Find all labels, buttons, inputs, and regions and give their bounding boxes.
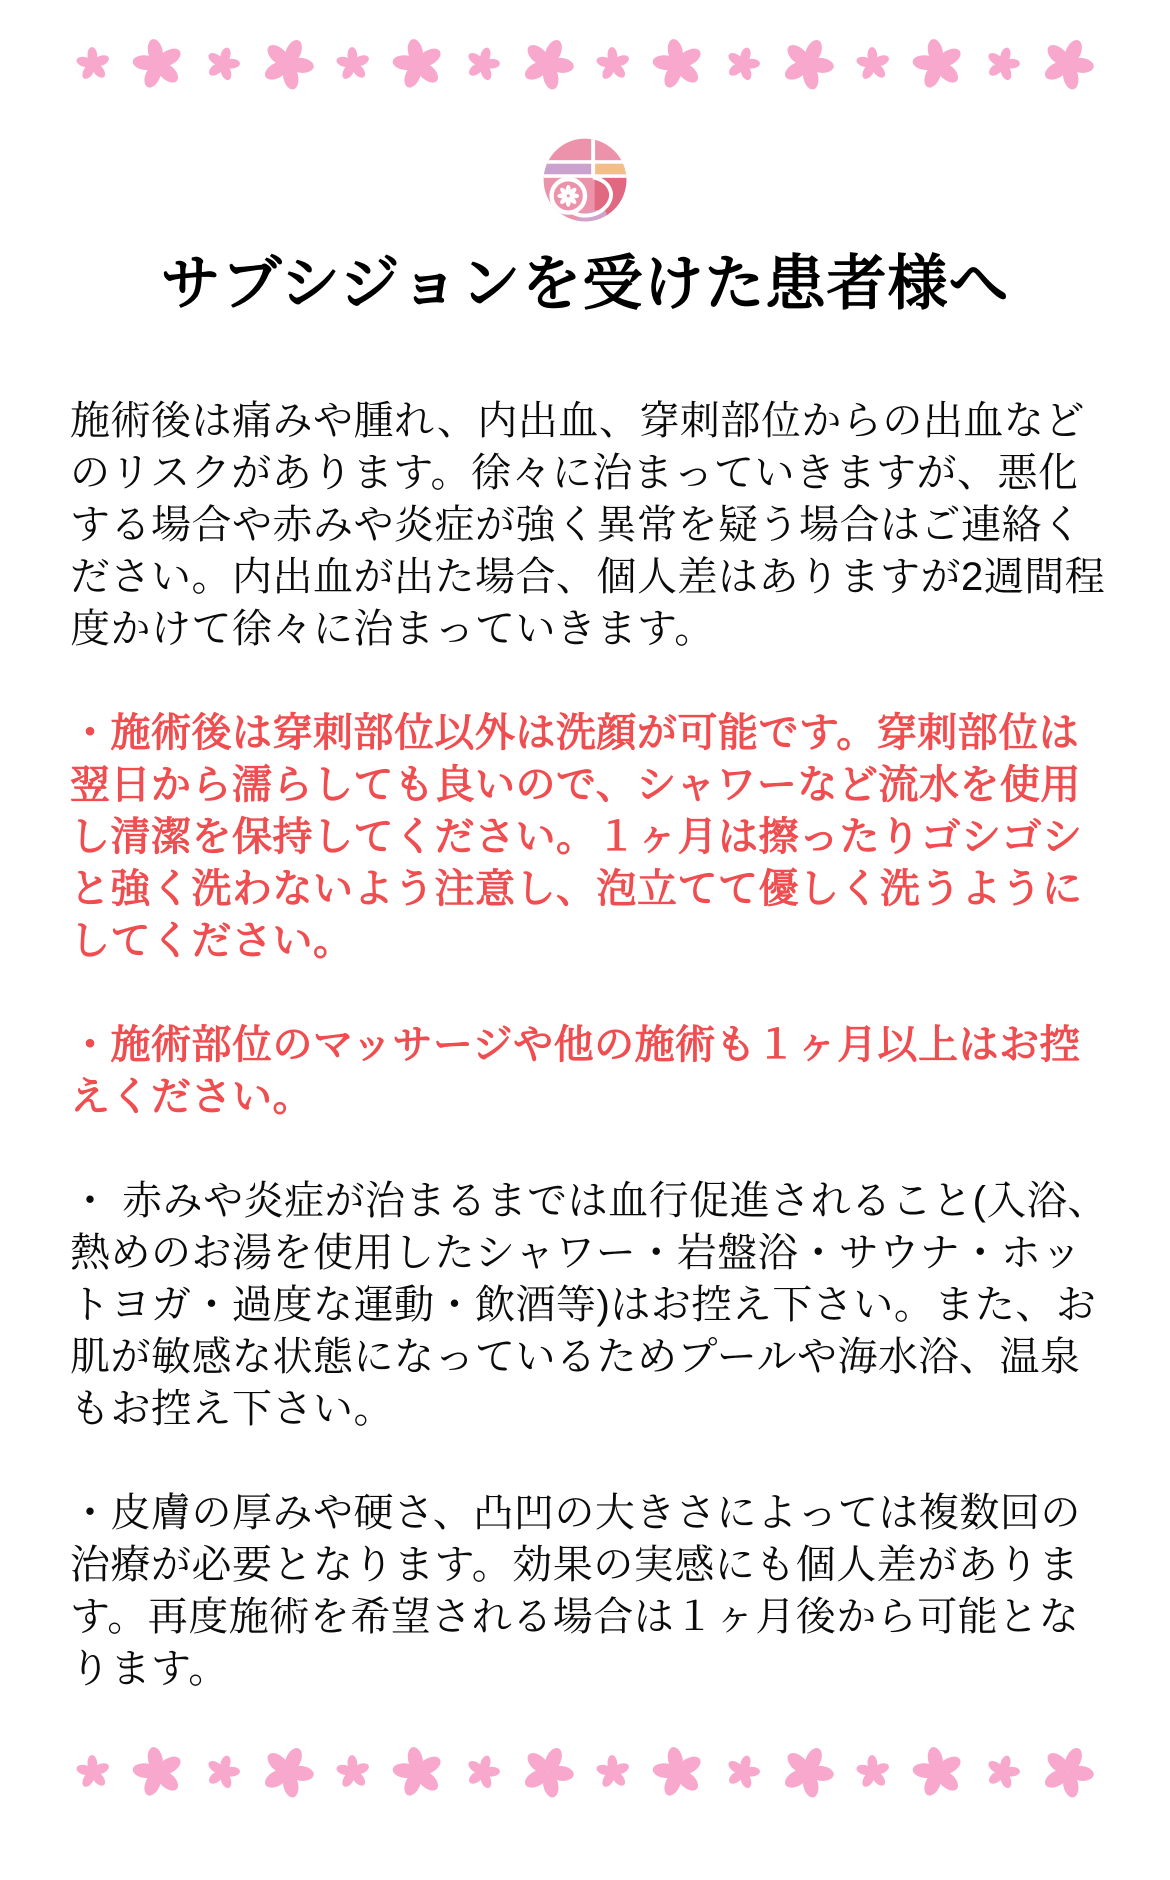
flower-icon <box>512 28 585 101</box>
flower-icon <box>906 32 970 96</box>
flower-icon <box>646 1740 710 1804</box>
flower-icon <box>646 32 710 96</box>
flower-icon <box>461 42 506 87</box>
notice-body <box>0 321 1170 1695</box>
flower-icon <box>854 1753 892 1791</box>
flower-icon <box>74 45 112 83</box>
flower-icon <box>1032 28 1105 101</box>
flower-icon <box>594 45 632 83</box>
repeat-treatment-paragraph: ・皮膚の厚みや硬さ、凸凹の大きさによっては複数回の治療が必要となります。効果の実感にも個人差があります。再度施術を希望される場合は１ヶ月後から可能となります。 <box>70 1491 1081 1691</box>
massage-restriction-paragraph: ・施術部位のマッサージや他の施術も１ヶ月以上はお控えください。 <box>70 1023 1081 1119</box>
flower-icon <box>74 1753 112 1791</box>
clinic-flower-crest-icon <box>541 136 629 224</box>
flower-icon <box>594 1753 632 1791</box>
flower-icon <box>334 1753 372 1791</box>
page-title: サブシジョンを受けた患者様へ <box>160 250 1010 317</box>
bottom-flower-border <box>0 1744 1170 1800</box>
flower-icon <box>386 32 450 96</box>
flower-icon <box>201 42 246 87</box>
flower-icon <box>334 45 372 83</box>
flower-icon <box>512 1736 585 1809</box>
flower-icon <box>252 1736 325 1809</box>
top-flower-border <box>0 36 1170 92</box>
flower-icon <box>981 1750 1026 1795</box>
clinic-logo <box>541 136 629 224</box>
blood-circulation-restriction-paragraph: ・ 赤みや炎症が治まるまでは血行促進されること(入浴、熱めのお湯を使用したシャワー・岩盤浴・サウナ・ホットヨガ・過度な運動・飲酒等)はお控え下さい。また、お肌が敏感な状態になっているためプールや海水浴、温泉もお控え下さい。 <box>70 1179 1108 1431</box>
risk-intro-paragraph: 施術後は痛みや腫れ、内出血、穿刺部位からの出血などのリスクがあります。徐々に治まっていきますが、悪化する場合や赤みや炎症が強く異常を疑う場合はご連絡ください。内出血が出た場合、個人差はありますが2週間程度かけて徐々に治まっていきます。 <box>70 399 1106 651</box>
flower-icon <box>772 28 845 101</box>
flower-icon <box>721 1750 766 1795</box>
flower-icon <box>126 32 190 96</box>
flower-icon <box>386 1740 450 1804</box>
flower-icon <box>461 1750 506 1795</box>
flower-icon <box>772 1736 845 1809</box>
flower-icon <box>721 42 766 87</box>
flower-icon <box>906 1740 970 1804</box>
flower-icon <box>252 28 325 101</box>
flower-icon <box>201 1750 246 1795</box>
flower-icon <box>126 1740 190 1804</box>
flower-icon <box>854 45 892 83</box>
flower-icon <box>1032 1736 1105 1809</box>
flower-icon <box>981 42 1026 87</box>
washing-instructions-paragraph: ・施術後は穿刺部位以外は洗顔が可能です。穿刺部位は翌日から濡らしても良いので、シャワーなど流水を使用し清潔を保持してください。１ヶ月は擦ったりゴシゴシと強く洗わないよう注意し、泡立てて優しく洗うようにしてください。 <box>70 711 1083 963</box>
